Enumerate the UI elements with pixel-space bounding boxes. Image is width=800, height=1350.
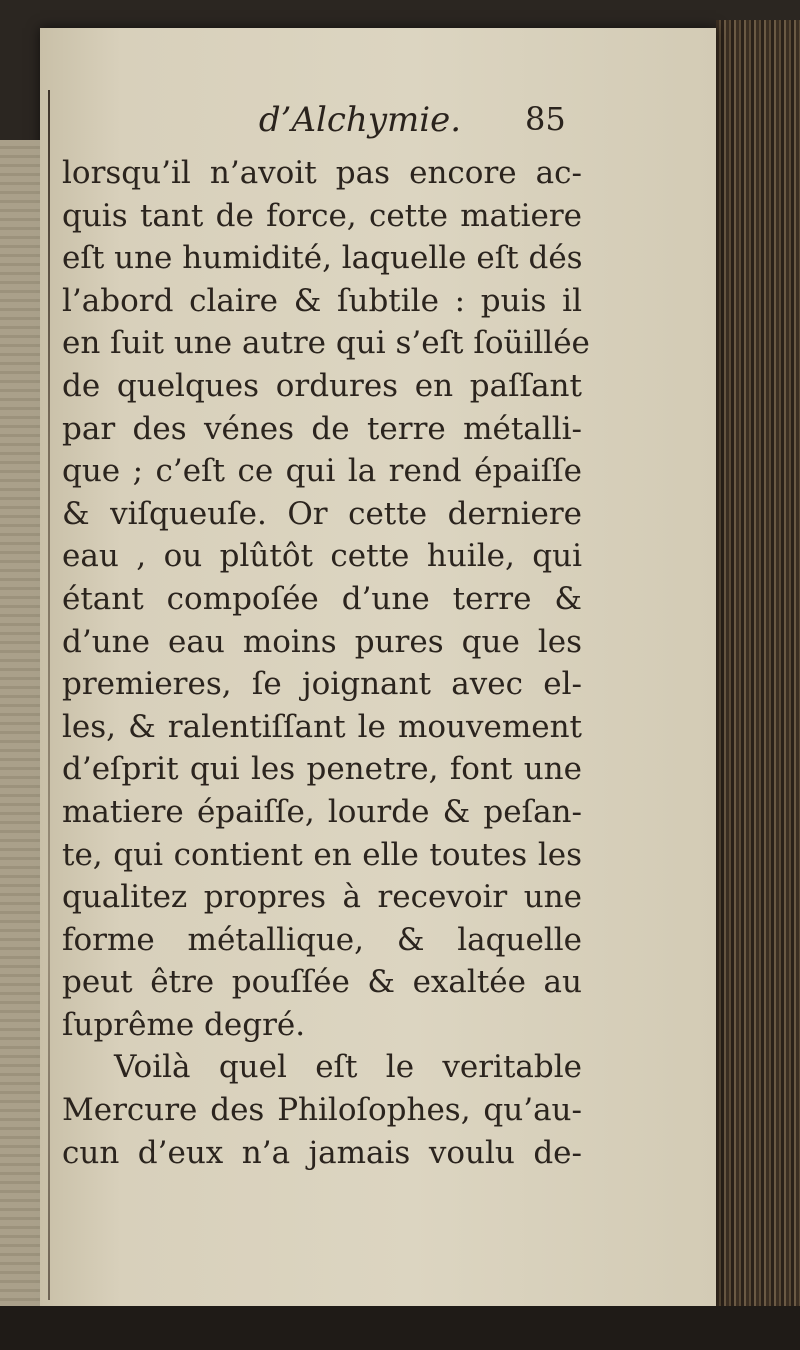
text-line: matiere épaiſſe, lourde & peſan- [62,793,582,830]
text-line: ſuprême degré. [62,1006,306,1043]
text-line: en ſuit une autre qui s’eſt ſoüillée [62,325,590,362]
text-line: que ; c’eſt ce qui la rend épaiſſe [62,453,582,490]
facing-page-strip [0,140,40,1310]
text-line: eſt une humidité, laquelle eſt dés [62,240,583,277]
text-line: quis tant de force, cette matiere [62,197,582,234]
text-line: Mercure des Philoſophes, qu’au- [62,1092,582,1129]
text-line: par des vénes de terre métalli- [62,410,582,447]
bottom-shadow [0,1306,800,1350]
text-line: les, & ralentiſſant le mouvement [62,708,582,745]
text-line: qualitez propres à recevoir une [62,879,582,916]
text-line: peut être pouſſée & exaltée au [62,964,582,1001]
text-line: cun d’eux n’a jamais voulu de- [62,1134,582,1171]
text-line: & viſqueuſe. Or cette derniere [62,495,582,532]
text-line: Voilà quel eſt le veritable [114,1049,582,1086]
text-line: lorsqu’il n’avoit pas encore ac- [62,155,582,191]
text-line: l’abord claire & ſubtile : puis il [62,282,582,319]
page-number: 85 [525,100,566,138]
text-line: étant compoſée d’une terre & [62,580,582,617]
book-page-edges [716,20,800,1320]
text-line: de quelques ordures en paſſant [62,367,582,404]
text-line: eau , ou plûtôt cette huile, qui [62,538,582,575]
page-text [62,152,590,1174]
text-line: d’une eau moins pures que les [62,623,582,660]
text-line: premieres, ſe joignant avec el- [62,666,582,703]
gutter-shadow [48,90,50,1300]
text-line: te, qui contient en elle toutes les [62,836,582,873]
text-line: forme métallique, & laquelle [62,921,582,958]
text-line: d’eſprit qui les penetre, font une [62,751,582,788]
running-title: d’Alchymie. [258,100,462,140]
